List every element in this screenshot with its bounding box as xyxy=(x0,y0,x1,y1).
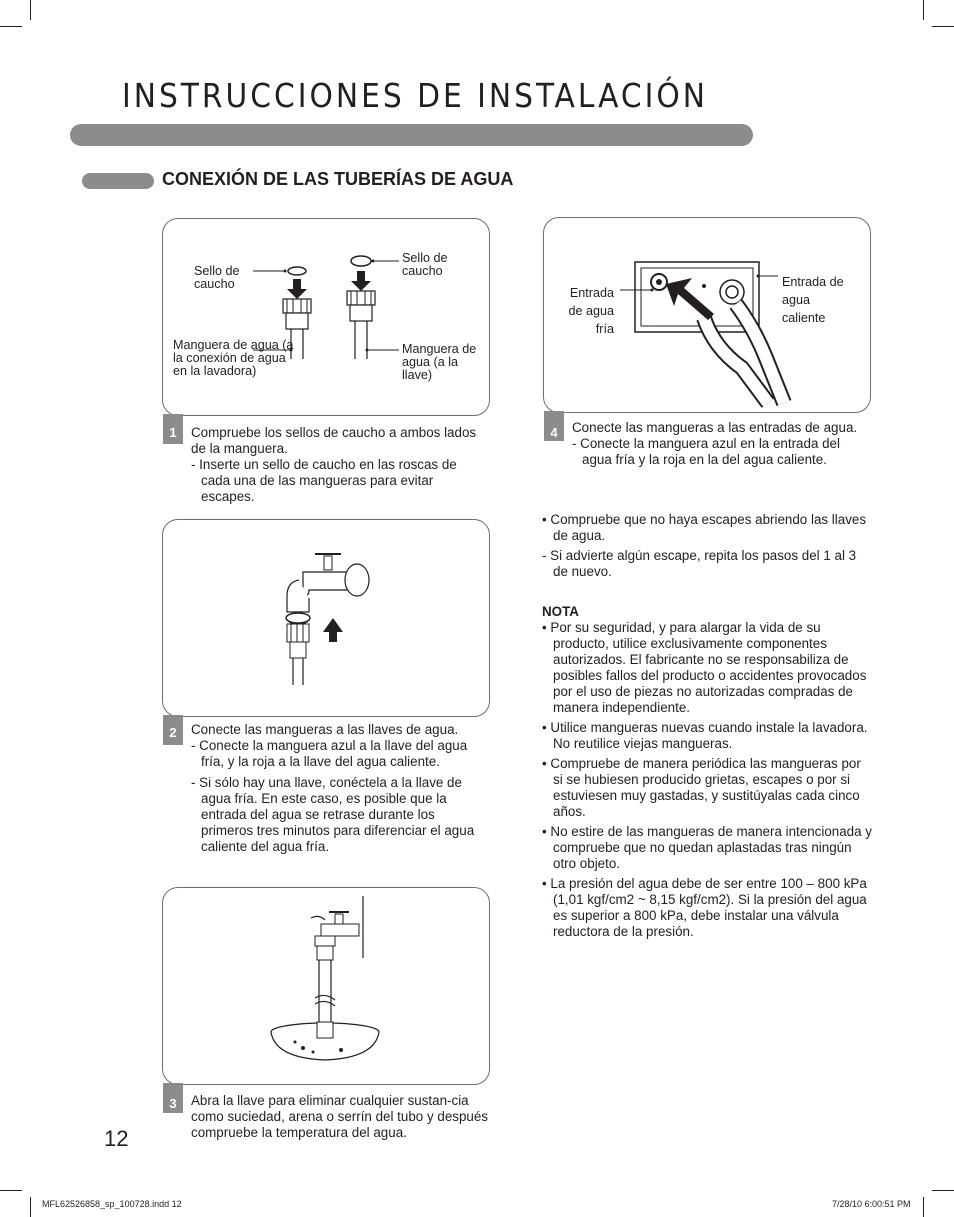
step-number: 4 xyxy=(550,425,558,440)
label-cold-inlet: Entrada de agua fría xyxy=(568,286,614,336)
faucet-connect-illustration xyxy=(163,520,489,716)
step-4-illustration-box xyxy=(543,217,871,413)
flush-hose-illustration xyxy=(163,888,489,1084)
crop-mark xyxy=(932,26,954,27)
step-2-subitem: - Conecte la manguera azul a la llave del agua fría, y la roja a la llave del agua caliente. xyxy=(191,738,468,769)
crop-mark xyxy=(0,26,22,27)
footer-file: MFL62526858_sp_100728.indd 12 xyxy=(42,1199,182,1209)
nota-heading: NOTA xyxy=(542,604,579,619)
page-title: INSTRUCCIONES DE INSTALACIÓN xyxy=(122,76,708,115)
step-2-text xyxy=(191,722,487,855)
crop-mark xyxy=(0,1190,22,1191)
nota-item: • No estire de las mangueras de manera intencionada y compruebe que no quedan aplastadas tras ningún otro objeto. xyxy=(542,824,872,871)
nota-item: • Compruebe de manera periódica las mangueras por si se hubiesen producido grietas, escapes o por si estuviesen muy gastadas, y sustitúyalas cada cinco años. xyxy=(542,756,861,819)
section-title: CONEXIÓN DE LAS TUBERÍAS DE AGUA xyxy=(162,169,514,189)
step-2-illustration-box xyxy=(162,519,490,717)
title-bar xyxy=(70,124,753,146)
step-4-main: Conecte las mangueras a las entradas de agua. xyxy=(572,420,858,435)
step-number: 3 xyxy=(169,1096,177,1111)
step-2-main: Conecte las mangueras a las llaves de agua. xyxy=(191,722,459,737)
leak-check-bullet: • Compruebe que no haya escapes abriendo las llaves de agua. xyxy=(542,512,867,543)
step-1-text xyxy=(191,425,487,505)
nota-item: • La presión del agua debe de ser entre 100 – 800 kPa (1,01 kgf/cm2 ~ 8,15 kgf/cm2). Si la presión del agua es superior a 800 kPa, debe instalar una válvula reductora de la presión. xyxy=(542,876,867,939)
label-hose-right: Manguera de agua (a la llave) xyxy=(402,342,477,382)
step-number: 1 xyxy=(169,425,177,440)
crop-mark xyxy=(923,0,924,20)
label-seal-left: Sello de caucho xyxy=(194,264,240,291)
step-number: 2 xyxy=(169,725,177,740)
step-3-illustration-box xyxy=(162,887,490,1085)
step-1-main: Compruebe los sellos de caucho a ambos lados de la manguera. xyxy=(191,425,477,456)
step-4-text xyxy=(572,420,868,468)
leak-check-dash: - Si advierte algún escape, repita los pasos del 1 al 3 de nuevo. xyxy=(542,548,857,579)
leak-check xyxy=(542,512,868,584)
nota-item: • Por su seguridad, y para alargar la vida de su producto, utilice exclusivamente componentes autorizados. El fabricante no se responsabiliza de posibles fallos del producto o accidentes provocados por el uso de piezas no autorizadas compradas de manera independiente. xyxy=(542,620,867,715)
crop-mark xyxy=(30,0,31,20)
label-hot-inlet: Entrada de agua caliente xyxy=(782,275,844,325)
nota-block xyxy=(542,604,872,944)
page-number: 12 xyxy=(104,1126,129,1151)
step-4-subitem: - Conecte la manguera azul en la entrada del agua fría y la roja en la del agua caliente. xyxy=(572,436,840,467)
crop-mark xyxy=(30,1197,31,1217)
label-seal-right: Sello de caucho xyxy=(402,251,448,278)
step-1-subitem: - Inserte un sello de caucho en las roscas de cada una de las mangueras para evitar escapes. xyxy=(191,457,457,504)
nota-item: • Utilice mangueras nuevas cuando instale la lavadora. No reutilice viejas mangueras. xyxy=(542,720,868,751)
footer-date: 7/28/10 6:00:51 PM xyxy=(832,1199,911,1209)
section-pill xyxy=(82,173,154,189)
crop-mark xyxy=(923,1197,924,1217)
step-1-illustration-box xyxy=(162,218,490,416)
hose-seal-illustration xyxy=(163,219,489,415)
crop-mark xyxy=(932,1190,954,1191)
label-hose-left: Manguera de agua (a la conexión de agua en la lavadora) xyxy=(173,338,294,378)
step-2-subitem: - Si sólo hay una llave, conéctela a la llave de agua fría. En este caso, es posible que la entrada del agua se retrase durante los primeros tres minutos para diferenciar el agua caliente del agua fría. xyxy=(191,775,475,854)
step-3-text: Abra la llave para eliminar cualquier sustan-cia como suciedad, arena o serrín del tubo y después compruebe la temperatura del agua. xyxy=(191,1093,489,1140)
